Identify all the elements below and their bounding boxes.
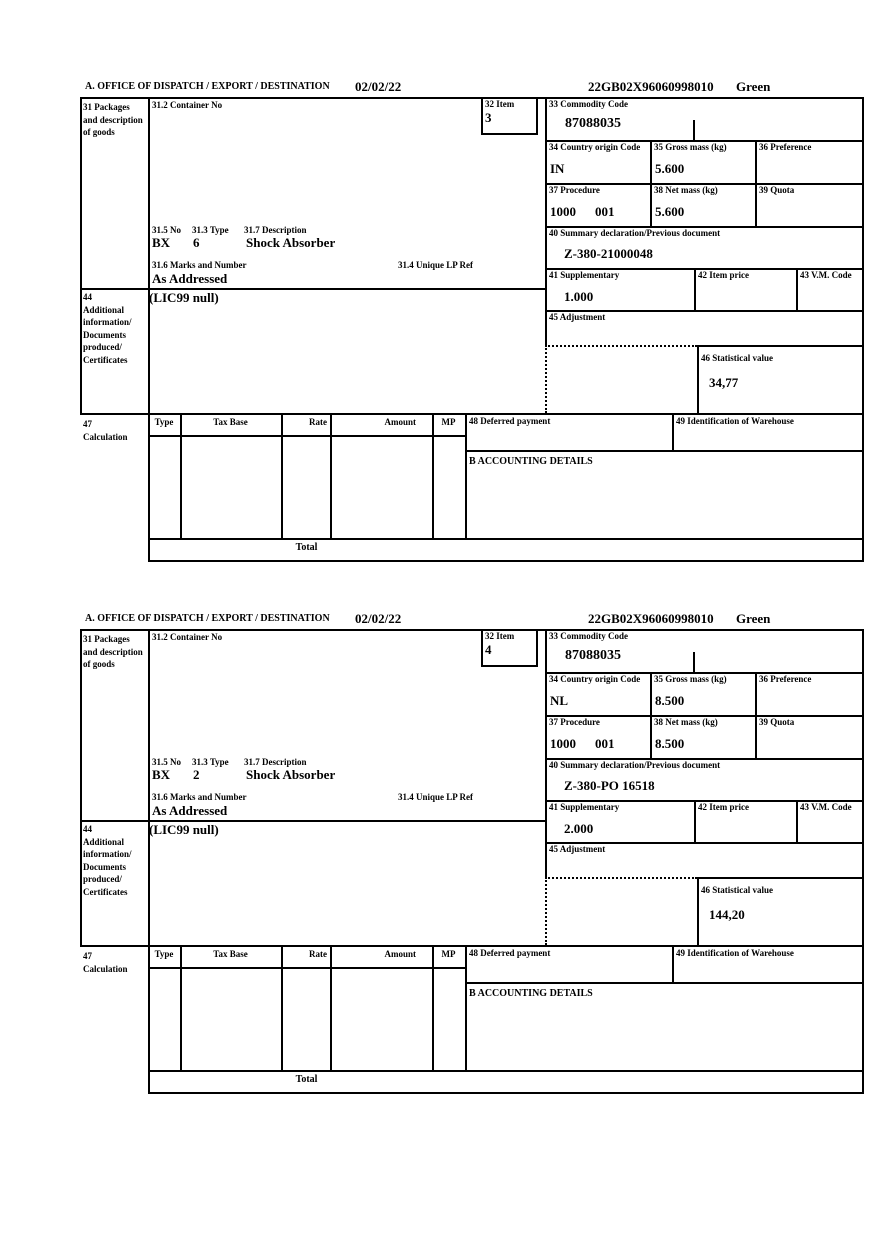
box31-6-marks-label: 31.6 Marks and Number bbox=[152, 792, 247, 802]
box31-number: 31 bbox=[83, 102, 92, 112]
border-line bbox=[755, 672, 757, 715]
border-line bbox=[80, 629, 864, 631]
box33-commodity-label: 33 Commodity Code bbox=[549, 99, 628, 109]
border-line bbox=[697, 877, 864, 879]
office-of-dispatch-label: A. OFFICE OF DISPATCH / EXPORT / DESTINATION bbox=[85, 81, 330, 92]
box31-7-description-label: 31.7 Description bbox=[244, 225, 307, 235]
routing-status: Green bbox=[736, 79, 771, 94]
border-line bbox=[148, 97, 150, 415]
package-type-value: 6 bbox=[193, 235, 200, 250]
border-line bbox=[545, 97, 547, 345]
border-line bbox=[650, 183, 652, 226]
border-line bbox=[693, 120, 695, 140]
box39-quota-label: 39 Quota bbox=[759, 717, 795, 727]
declaration-reference: 22GB02X96060998010 bbox=[588, 611, 714, 626]
box32-item-label: 32 Item bbox=[485, 631, 515, 641]
declaration-item-section bbox=[80, 612, 864, 1108]
box31-4-unique-lp-ref-label: 31.4 Unique LP Ref bbox=[398, 792, 474, 802]
border-line bbox=[650, 672, 652, 715]
box31-5-no-label: 31.5 No bbox=[152, 225, 181, 235]
border-line bbox=[672, 945, 674, 982]
calc-header-mp: MP bbox=[441, 949, 456, 959]
box37-procedure-label: 37 Procedure bbox=[549, 185, 600, 195]
border-line bbox=[465, 450, 864, 452]
dotted-border-line bbox=[545, 877, 547, 945]
border-line bbox=[432, 945, 434, 1070]
border-line bbox=[536, 629, 538, 667]
border-line bbox=[536, 97, 538, 135]
goods-description-value: Shock Absorber bbox=[246, 235, 336, 250]
box44-number: 44 bbox=[83, 292, 92, 302]
box31-4-unique-lp-ref-label: 31.4 Unique LP Ref bbox=[398, 260, 474, 270]
border-line bbox=[148, 435, 467, 437]
box42-item-price-label: 42 Item price bbox=[698, 270, 749, 280]
declaration-reference: 22GB02X96060998010 bbox=[588, 79, 714, 94]
border-line bbox=[481, 629, 483, 667]
border-line bbox=[80, 629, 82, 947]
border-line bbox=[432, 413, 434, 538]
box48-deferred-payment-label: 48 Deferred payment bbox=[469, 416, 551, 426]
procedure-value: 1000 bbox=[550, 204, 576, 219]
border-line bbox=[148, 967, 467, 969]
calc-total-label: Total bbox=[295, 1074, 318, 1085]
border-line bbox=[693, 652, 695, 672]
box31-3-type-label: 31.3 Type bbox=[192, 757, 229, 767]
box37-procedure-label: 37 Procedure bbox=[549, 717, 600, 727]
box44-text: Additional information/ Documents produced/ Certificates bbox=[83, 836, 132, 897]
procedure-ext-value: 001 bbox=[595, 736, 615, 751]
border-line bbox=[755, 183, 757, 226]
box47-label bbox=[83, 950, 145, 975]
box31-2-container-label: 31.2 Container No bbox=[152, 100, 223, 110]
box44-text: Additional information/ Documents produced/ Certificates bbox=[83, 304, 132, 365]
commodity-code-value: 87088035 bbox=[565, 648, 621, 663]
border-line bbox=[330, 413, 332, 538]
border-line bbox=[650, 140, 652, 183]
box49-warehouse-label: 49 Identification of Warehouse bbox=[676, 948, 794, 958]
box31-label bbox=[83, 101, 145, 139]
box41-supplementary-label: 41 Supplementary bbox=[549, 802, 620, 812]
package-no-value: BX bbox=[152, 767, 171, 782]
net-mass-value: 5.600 bbox=[655, 204, 685, 219]
box49-warehouse-label: 49 Identification of Warehouse bbox=[676, 416, 794, 426]
border-line bbox=[796, 268, 798, 310]
accounting-details-label: B ACCOUNTING DETAILS bbox=[469, 988, 593, 999]
accounting-details-label: B ACCOUNTING DETAILS bbox=[469, 456, 593, 467]
net-mass-value: 8.500 bbox=[655, 736, 685, 751]
dotted-border-line bbox=[545, 345, 547, 413]
border-line bbox=[148, 1070, 864, 1072]
border-line bbox=[281, 945, 283, 1070]
gross-mass-value: 5.600 bbox=[655, 161, 685, 176]
package-type-value: 2 bbox=[193, 767, 200, 782]
box35-gross-mass-label: 35 Gross mass (kg) bbox=[654, 142, 727, 152]
calc-header-rate: Rate bbox=[309, 949, 327, 959]
box46-statistical-value-label: 46 Statistical value bbox=[701, 353, 773, 363]
previous-document-value: Z-380-21000048 bbox=[564, 246, 653, 261]
supplementary-value: 1.000 bbox=[564, 289, 594, 304]
calc-header-amount: Amount bbox=[384, 417, 416, 427]
box47-text: Calculation bbox=[83, 963, 128, 974]
statistical-value: 34,77 bbox=[709, 375, 739, 390]
border-line bbox=[465, 982, 864, 984]
box44-label bbox=[83, 291, 145, 367]
box31-5-no-label: 31.5 No bbox=[152, 757, 181, 767]
item-number-value: 3 bbox=[485, 110, 492, 125]
box45-adjustment-label: 45 Adjustment bbox=[549, 844, 606, 854]
statistical-value: 144,20 bbox=[709, 907, 745, 922]
border-line bbox=[694, 800, 696, 842]
box44-label bbox=[83, 823, 145, 899]
border-line bbox=[694, 268, 696, 310]
box47-label bbox=[83, 418, 145, 443]
border-line bbox=[80, 97, 864, 99]
box44-number: 44 bbox=[83, 824, 92, 834]
routing-status: Green bbox=[736, 611, 771, 626]
calc-header-mp: MP bbox=[441, 417, 456, 427]
box31-2-container-label: 31.2 Container No bbox=[152, 632, 223, 642]
border-line bbox=[697, 345, 699, 413]
dotted-border-line bbox=[545, 345, 697, 347]
box33-commodity-label: 33 Commodity Code bbox=[549, 631, 628, 641]
border-line bbox=[80, 97, 82, 415]
box36-preference-label: 36 Preference bbox=[759, 142, 812, 152]
office-of-dispatch-label: A. OFFICE OF DISPATCH / EXPORT / DESTINATION bbox=[85, 613, 330, 624]
box35-gross-mass-label: 35 Gross mass (kg) bbox=[654, 674, 727, 684]
border-line bbox=[465, 945, 467, 1070]
box42-item-price-label: 42 Item price bbox=[698, 802, 749, 812]
calc-header-amount: Amount bbox=[384, 949, 416, 959]
box36-preference-label: 36 Preference bbox=[759, 674, 812, 684]
box39-quota-label: 39 Quota bbox=[759, 185, 795, 195]
procedure-ext-value: 001 bbox=[595, 204, 615, 219]
calc-total-label: Total bbox=[295, 542, 318, 553]
box31-7-description-label: 31.7 Description bbox=[244, 757, 307, 767]
box40-previous-document-label: 40 Summary declaration/Previous document bbox=[549, 228, 721, 238]
border-line bbox=[672, 413, 674, 450]
border-line bbox=[148, 538, 864, 540]
procedure-value: 1000 bbox=[550, 736, 576, 751]
previous-document-value: Z-380-PO 16518 bbox=[564, 778, 655, 793]
border-line bbox=[180, 945, 182, 1070]
box34-origin-label: 34 Country origin Code bbox=[549, 142, 641, 152]
box31-label bbox=[83, 633, 145, 671]
box47-number: 47 bbox=[83, 419, 92, 429]
marks-value: As Addressed bbox=[152, 803, 228, 818]
box40-previous-document-label: 40 Summary declaration/Previous document bbox=[549, 760, 721, 770]
border-line bbox=[465, 413, 467, 538]
country-origin-value: NL bbox=[550, 693, 569, 708]
commodity-code-value: 87088035 bbox=[565, 116, 621, 131]
additional-information-value: (LIC99 null) bbox=[149, 290, 219, 305]
border-line bbox=[180, 413, 182, 538]
box43-vm-code-label: 43 V.M. Code bbox=[800, 270, 852, 280]
box31-3-type-label: 31.3 Type bbox=[192, 225, 229, 235]
border-line bbox=[796, 800, 798, 842]
box41-supplementary-label: 41 Supplementary bbox=[549, 270, 620, 280]
box46-statistical-value-label: 46 Statistical value bbox=[701, 885, 773, 895]
border-line bbox=[650, 715, 652, 758]
box31-6-marks-label: 31.6 Marks and Number bbox=[152, 260, 247, 270]
goods-description-value: Shock Absorber bbox=[246, 767, 336, 782]
border-line bbox=[80, 413, 864, 415]
border-line bbox=[755, 140, 757, 183]
border-line bbox=[80, 945, 864, 947]
border-line bbox=[148, 560, 864, 562]
box31-text: Packages and description of goods bbox=[83, 102, 143, 138]
item-number-value: 4 bbox=[485, 642, 492, 657]
country-origin-value: IN bbox=[550, 161, 565, 176]
marks-value: As Addressed bbox=[152, 271, 228, 286]
declaration-date: 02/02/22 bbox=[355, 79, 402, 94]
border-line bbox=[545, 629, 547, 877]
calc-header-type: Type bbox=[154, 949, 174, 959]
border-line bbox=[481, 665, 538, 667]
supplementary-value: 2.000 bbox=[564, 821, 594, 836]
box43-vm-code-label: 43 V.M. Code bbox=[800, 802, 852, 812]
calc-header-type: Type bbox=[154, 417, 174, 427]
box31-text: Packages and description of goods bbox=[83, 634, 143, 670]
box47-number: 47 bbox=[83, 951, 92, 961]
box32-item-label: 32 Item bbox=[485, 99, 515, 109]
package-no-value: BX bbox=[152, 235, 171, 250]
gross-mass-value: 8.500 bbox=[655, 693, 685, 708]
calc-header-tax-base: Tax Base bbox=[213, 417, 248, 427]
calc-header-rate: Rate bbox=[309, 417, 327, 427]
border-line bbox=[148, 629, 150, 947]
box45-adjustment-label: 45 Adjustment bbox=[549, 312, 606, 322]
border-line bbox=[697, 877, 699, 945]
box31-number: 31 bbox=[83, 634, 92, 644]
border-line bbox=[755, 715, 757, 758]
border-line bbox=[697, 345, 864, 347]
declaration-item-section bbox=[80, 80, 864, 576]
border-line bbox=[148, 1092, 864, 1094]
border-line bbox=[862, 97, 864, 562]
border-line bbox=[281, 413, 283, 538]
box47-text: Calculation bbox=[83, 431, 128, 442]
box38-net-mass-label: 38 Net mass (kg) bbox=[654, 185, 718, 195]
declaration-date: 02/02/22 bbox=[355, 611, 402, 626]
box34-origin-label: 34 Country origin Code bbox=[549, 674, 641, 684]
additional-information-value: (LIC99 null) bbox=[149, 822, 219, 837]
border-line bbox=[862, 629, 864, 1094]
dotted-border-line bbox=[545, 877, 697, 879]
box38-net-mass-label: 38 Net mass (kg) bbox=[654, 717, 718, 727]
border-line bbox=[481, 97, 483, 135]
border-line bbox=[330, 945, 332, 1070]
box48-deferred-payment-label: 48 Deferred payment bbox=[469, 948, 551, 958]
border-line bbox=[481, 133, 538, 135]
calc-header-tax-base: Tax Base bbox=[213, 949, 248, 959]
